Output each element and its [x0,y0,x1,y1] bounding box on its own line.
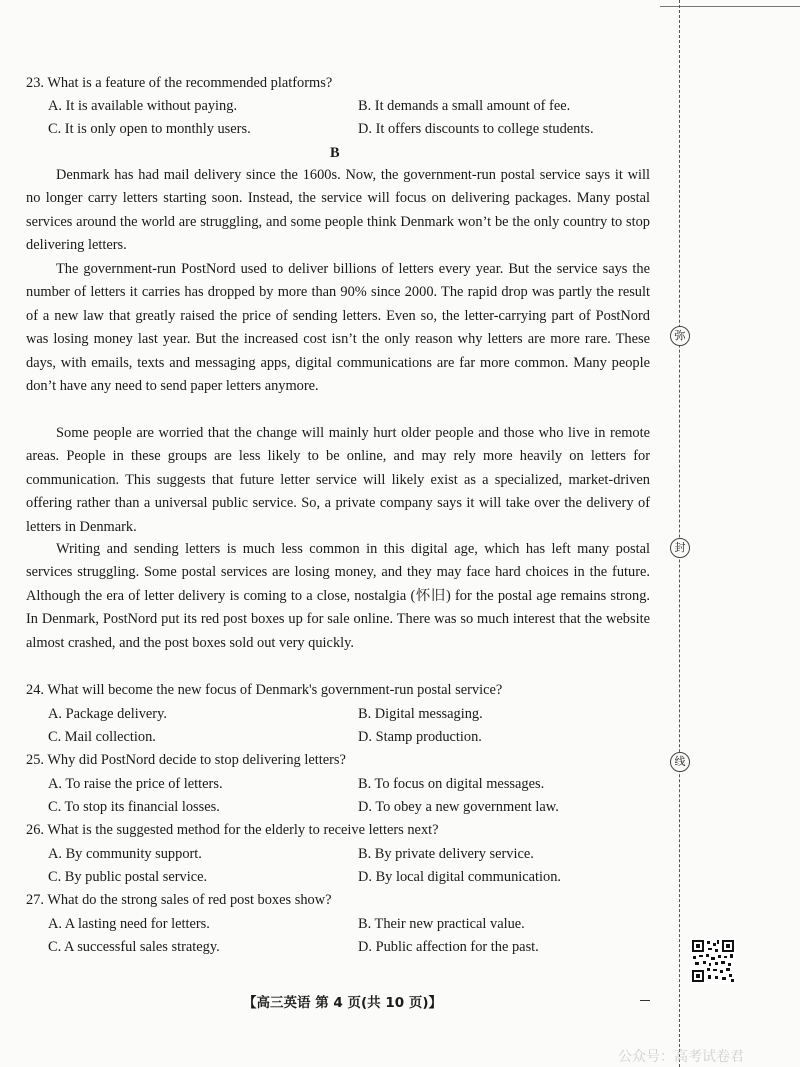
q25-option-a: A. To raise the price of letters. [48,776,223,792]
passage-paragraph-4: Writing and sending letters is much less common in this digital age, which has left many postal services struggling. Some postal services are losing money, and they may face hard choices in the future. Although the era of letter delivery is coming to a close, nostalgia (怀旧) for the postal age remains strong. In Denmark, PostNord put its red post boxes up for sale online. There was so much interest that the website almost crashed, and the post boxes sold out very quickly. [26,541,650,651]
question-26: 26. What is the suggested method for the elderly to receive letters next? [26,822,439,838]
question-27: 27. What do the strong sales of red post boxes show? [26,892,332,908]
passage-paragraph-3: Some people are worried that the change will mainly hurt older people and those who live in remote areas. People in these groups are less likely to be online, and may rely more heavily on letters for communication. This suggests that future letter service will likely exist as a specialized, market-driven offering rather than a universal public service. So, a private company says it will take over the delivery of letters in Denmark. [26,425,650,535]
q23-option-d: D. It offers discounts to college students. [358,121,594,137]
q24-option-a: A. Package delivery. [48,706,167,722]
seal-mark-feng: 封 [670,538,690,558]
q27-option-c: C. A successful sales strategy. [48,939,220,955]
passage-paragraph-1: Denmark has had mail delivery since the 1600s. Now, the government-run postal service says it will no longer carry letters starting soon. Instead, the service will focus on delivering packages. Many postal services around the world are struggling, and some people think Denmark won’t be the only country to stop delivering letters. [26,167,650,254]
q23-option-b: B. It demands a small amount of fee. [358,98,571,114]
q26-option-d: D. By local digital communication. [358,869,562,885]
qr-code-image [690,938,736,984]
q25-option-b: B. To focus on digital messages. [358,776,545,792]
question-24: 24. What will become the new focus of Denmark's government-run postal service? [26,682,503,698]
watermark: 公众号：高考试卷君 [618,1049,744,1065]
q26-option-c: C. By public postal service. [48,869,208,885]
q25-option-d: D. To obey a new government law. [358,799,559,815]
top-rule [660,6,800,7]
q26-option-a: A. By community support. [48,846,202,862]
footer-dash [640,1000,650,1001]
q27-option-b: B. Their new practical value. [358,916,525,932]
q23-option-a: A. It is available without paying. [48,98,238,114]
q24-option-b: B. Digital messaging. [358,706,483,722]
binding-line [679,0,680,1067]
q27-option-d: D. Public affection for the past. [358,939,539,955]
q23-option-c: C. It is only open to monthly users. [48,121,251,137]
seal-mark-mi: 弥 [670,326,690,346]
q24-option-c: C. Mail collection. [48,729,156,745]
question-25: 25. Why did PostNord decide to stop delivering letters? [26,752,346,768]
page-footer: 【高三英语 第 4 页(共 10 页)】 [243,995,443,1011]
passage-paragraph-2: The government-run PostNord used to deliver billions of letters every year. But the service says the number of letters it carries has dropped by more than 90% since 2000. The rapid drop was partly the result of a new law that greatly raised the price of sending letters. Even so, the letter-carrying part of PostNord was losing money last year. But the increased cost isn’t the only reason why letters are more rare. These days, with emails, texts and messaging apps, digital communications are far more common. Many people don’t have any need to send paper letters anymore. [26,261,650,395]
question-23: 23. What is a feature of the recommended platforms? [26,75,333,91]
seal-mark-xian: 线 [670,752,690,772]
q27-option-a: A. A lasting need for letters. [48,916,210,932]
section-label: B [330,145,340,161]
q25-option-c: C. To stop its financial losses. [48,799,220,815]
q24-option-d: D. Stamp production. [358,729,482,745]
q26-option-b: B. By private delivery service. [358,846,534,862]
